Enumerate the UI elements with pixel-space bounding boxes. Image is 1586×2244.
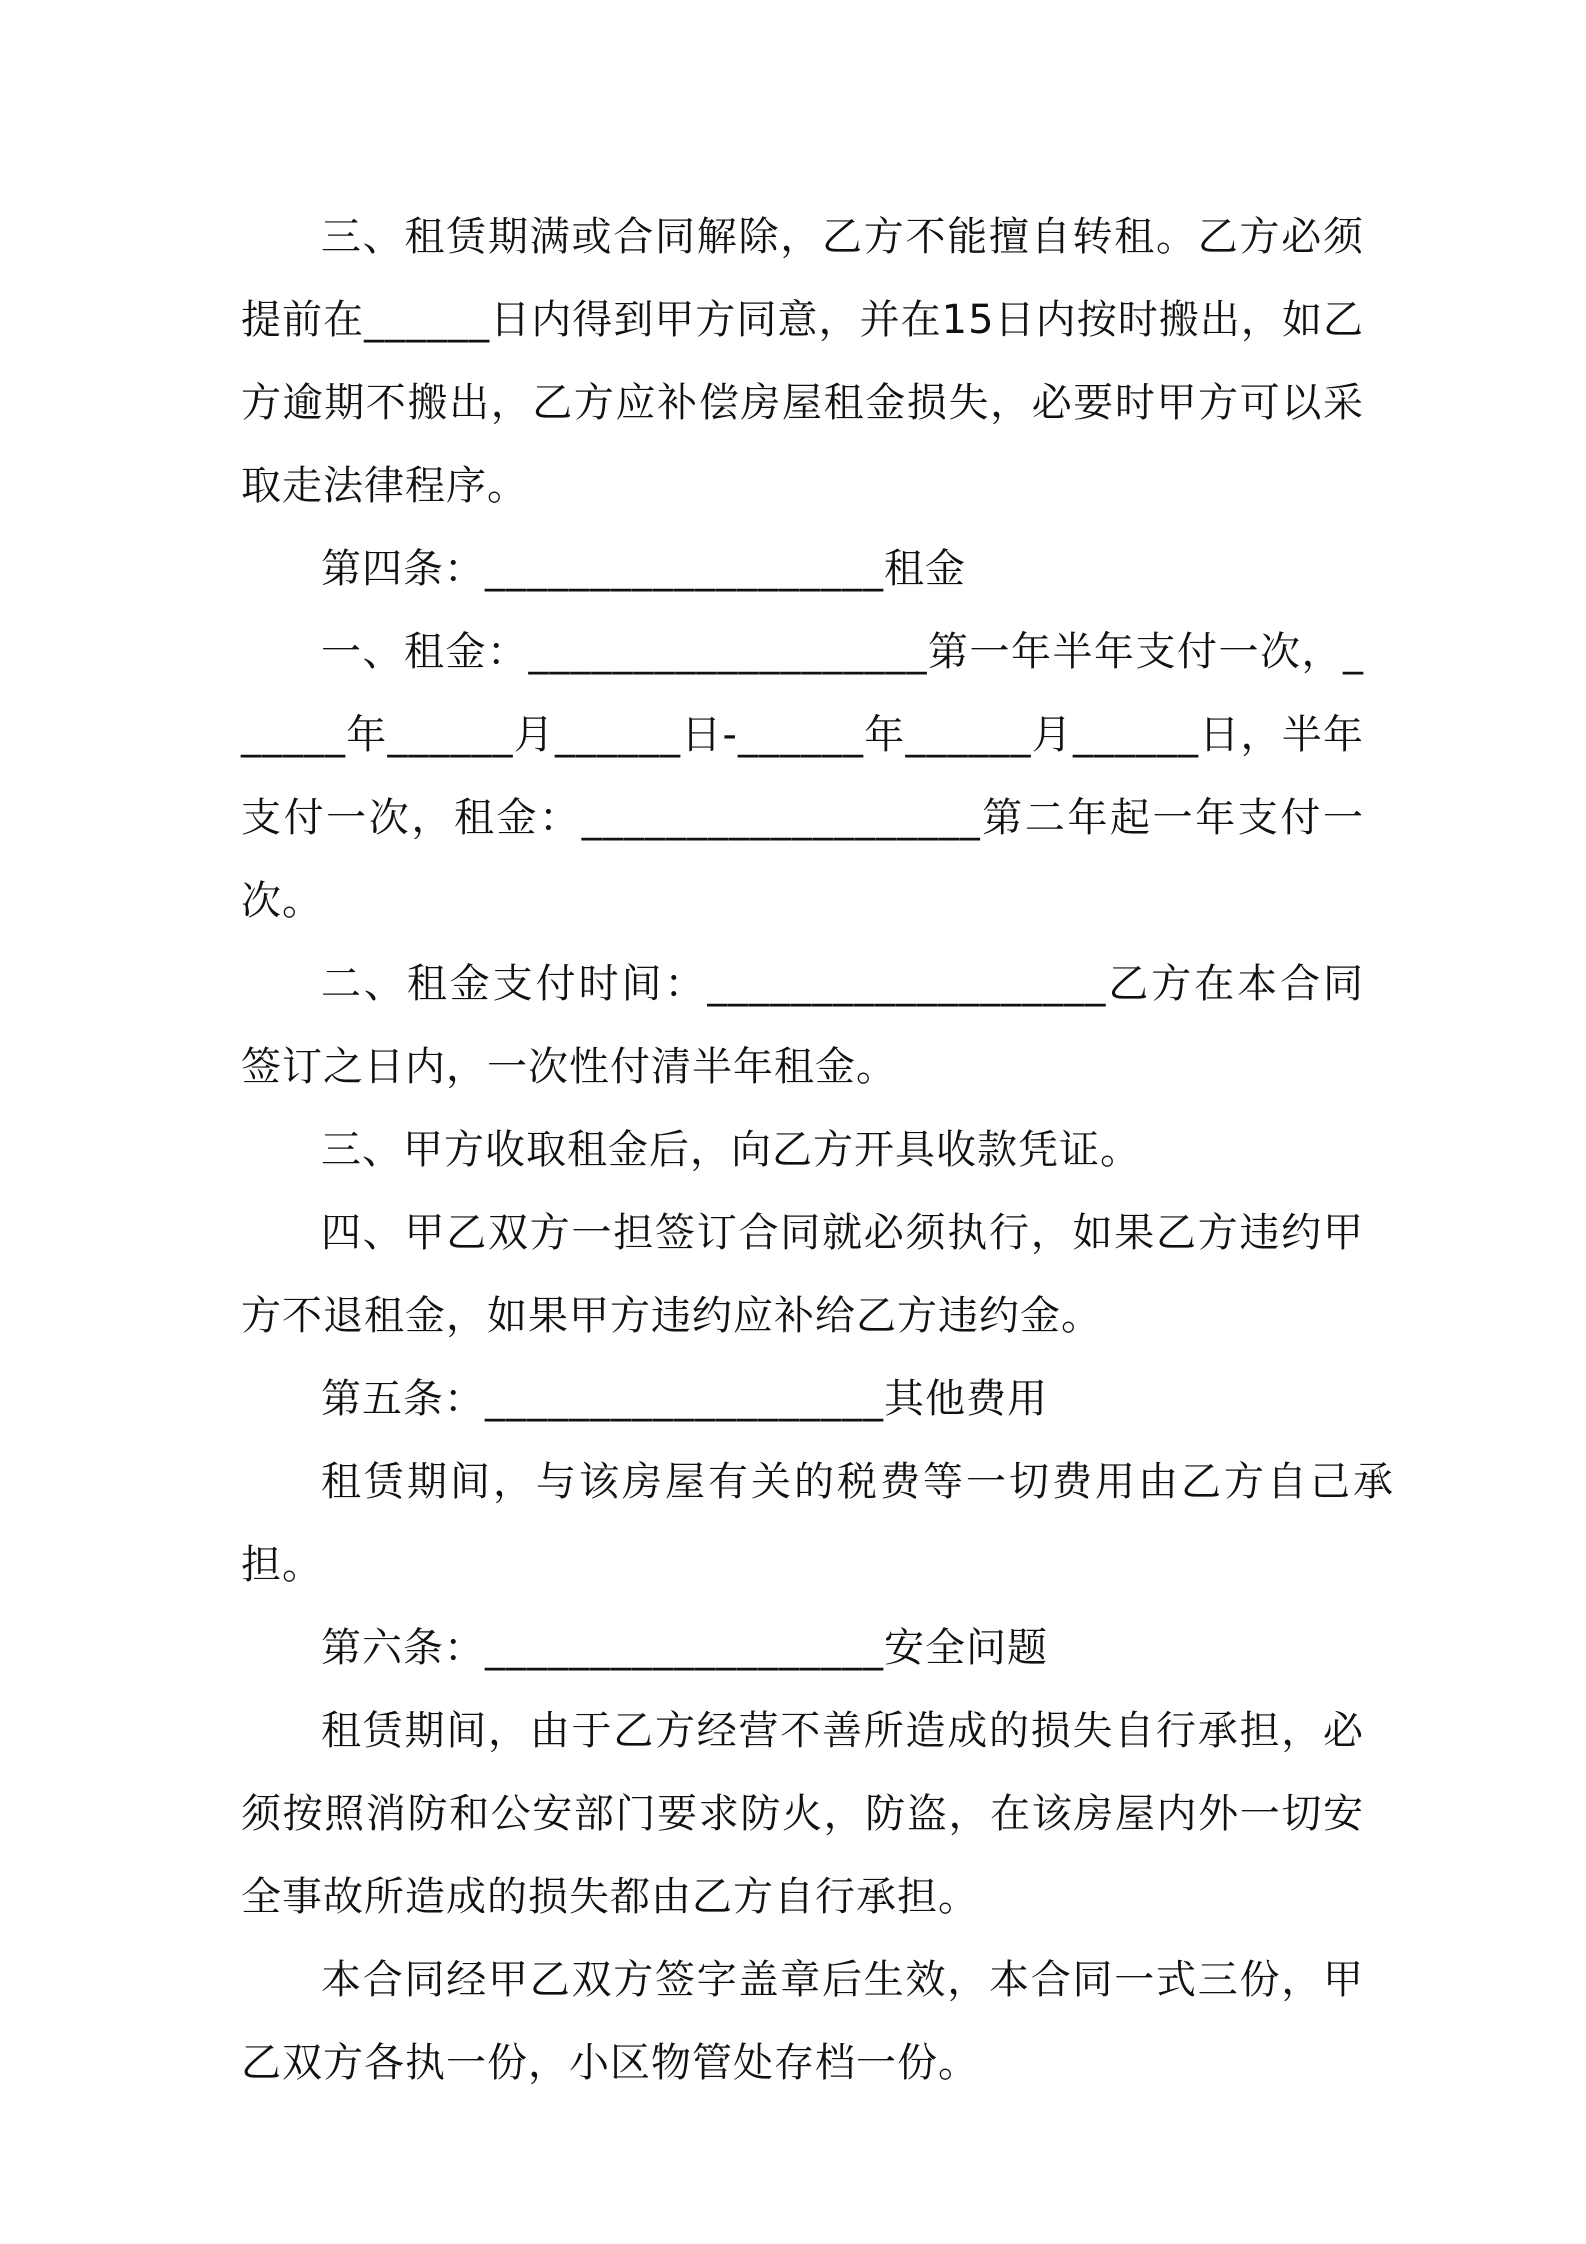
clause-3-termination: 三、租赁期满或合同解除，乙方不能擅自转租。乙方必须提前在______日内得到甲方同意，并在15日内按时搬出，如乙方逾期不搬出，乙方应补偿房屋租金损失，必要时甲方可以采取走法律程序。 (241, 214, 1364, 509)
document-body (241, 196, 1394, 2105)
rent-payment-time-clause: 二、租金支付时间：___________________乙方在本合同签订之日内，一次性付清半年租金。 (241, 961, 1364, 1090)
rent-amount-clause: 一、租金：___________________第一年半年支付一次，______年______月______日-______年______月______日，半年支付一次，租金：___________________第二年起一年支付一次。 (241, 629, 1364, 924)
article-4-heading: 第四条：___________________租金 (321, 546, 966, 592)
article-6-heading: 第六条：___________________安全问题 (321, 1625, 1048, 1671)
effectiveness-clause: 本合同经甲乙双方签字盖章后生效，本合同一式三份，甲乙双方各执一份，小区物管处存档一份。 (241, 1957, 1364, 2086)
article-5-heading: 第五条：___________________其他费用 (321, 1376, 1048, 1422)
safety-clause: 租赁期间，由于乙方经营不善所造成的损失自行承担，必须按照消防和公安部门要求防火，防盗，在该房屋内外一切安全事故所造成的损失都由乙方自行承担。 (241, 1708, 1364, 1920)
receipt-clause: 三、甲方收取租金后，向乙方开具收款凭证。 (321, 1127, 1141, 1173)
breach-clause: 四、甲乙双方一担签订合同就必须执行，如果乙方违约甲方不退租金，如果甲方违约应补给乙方违约金。 (241, 1210, 1364, 1339)
other-fees-clause: 租赁期间，与该房屋有关的税费等一切费用由乙方自己承担。 (241, 1459, 1394, 1588)
